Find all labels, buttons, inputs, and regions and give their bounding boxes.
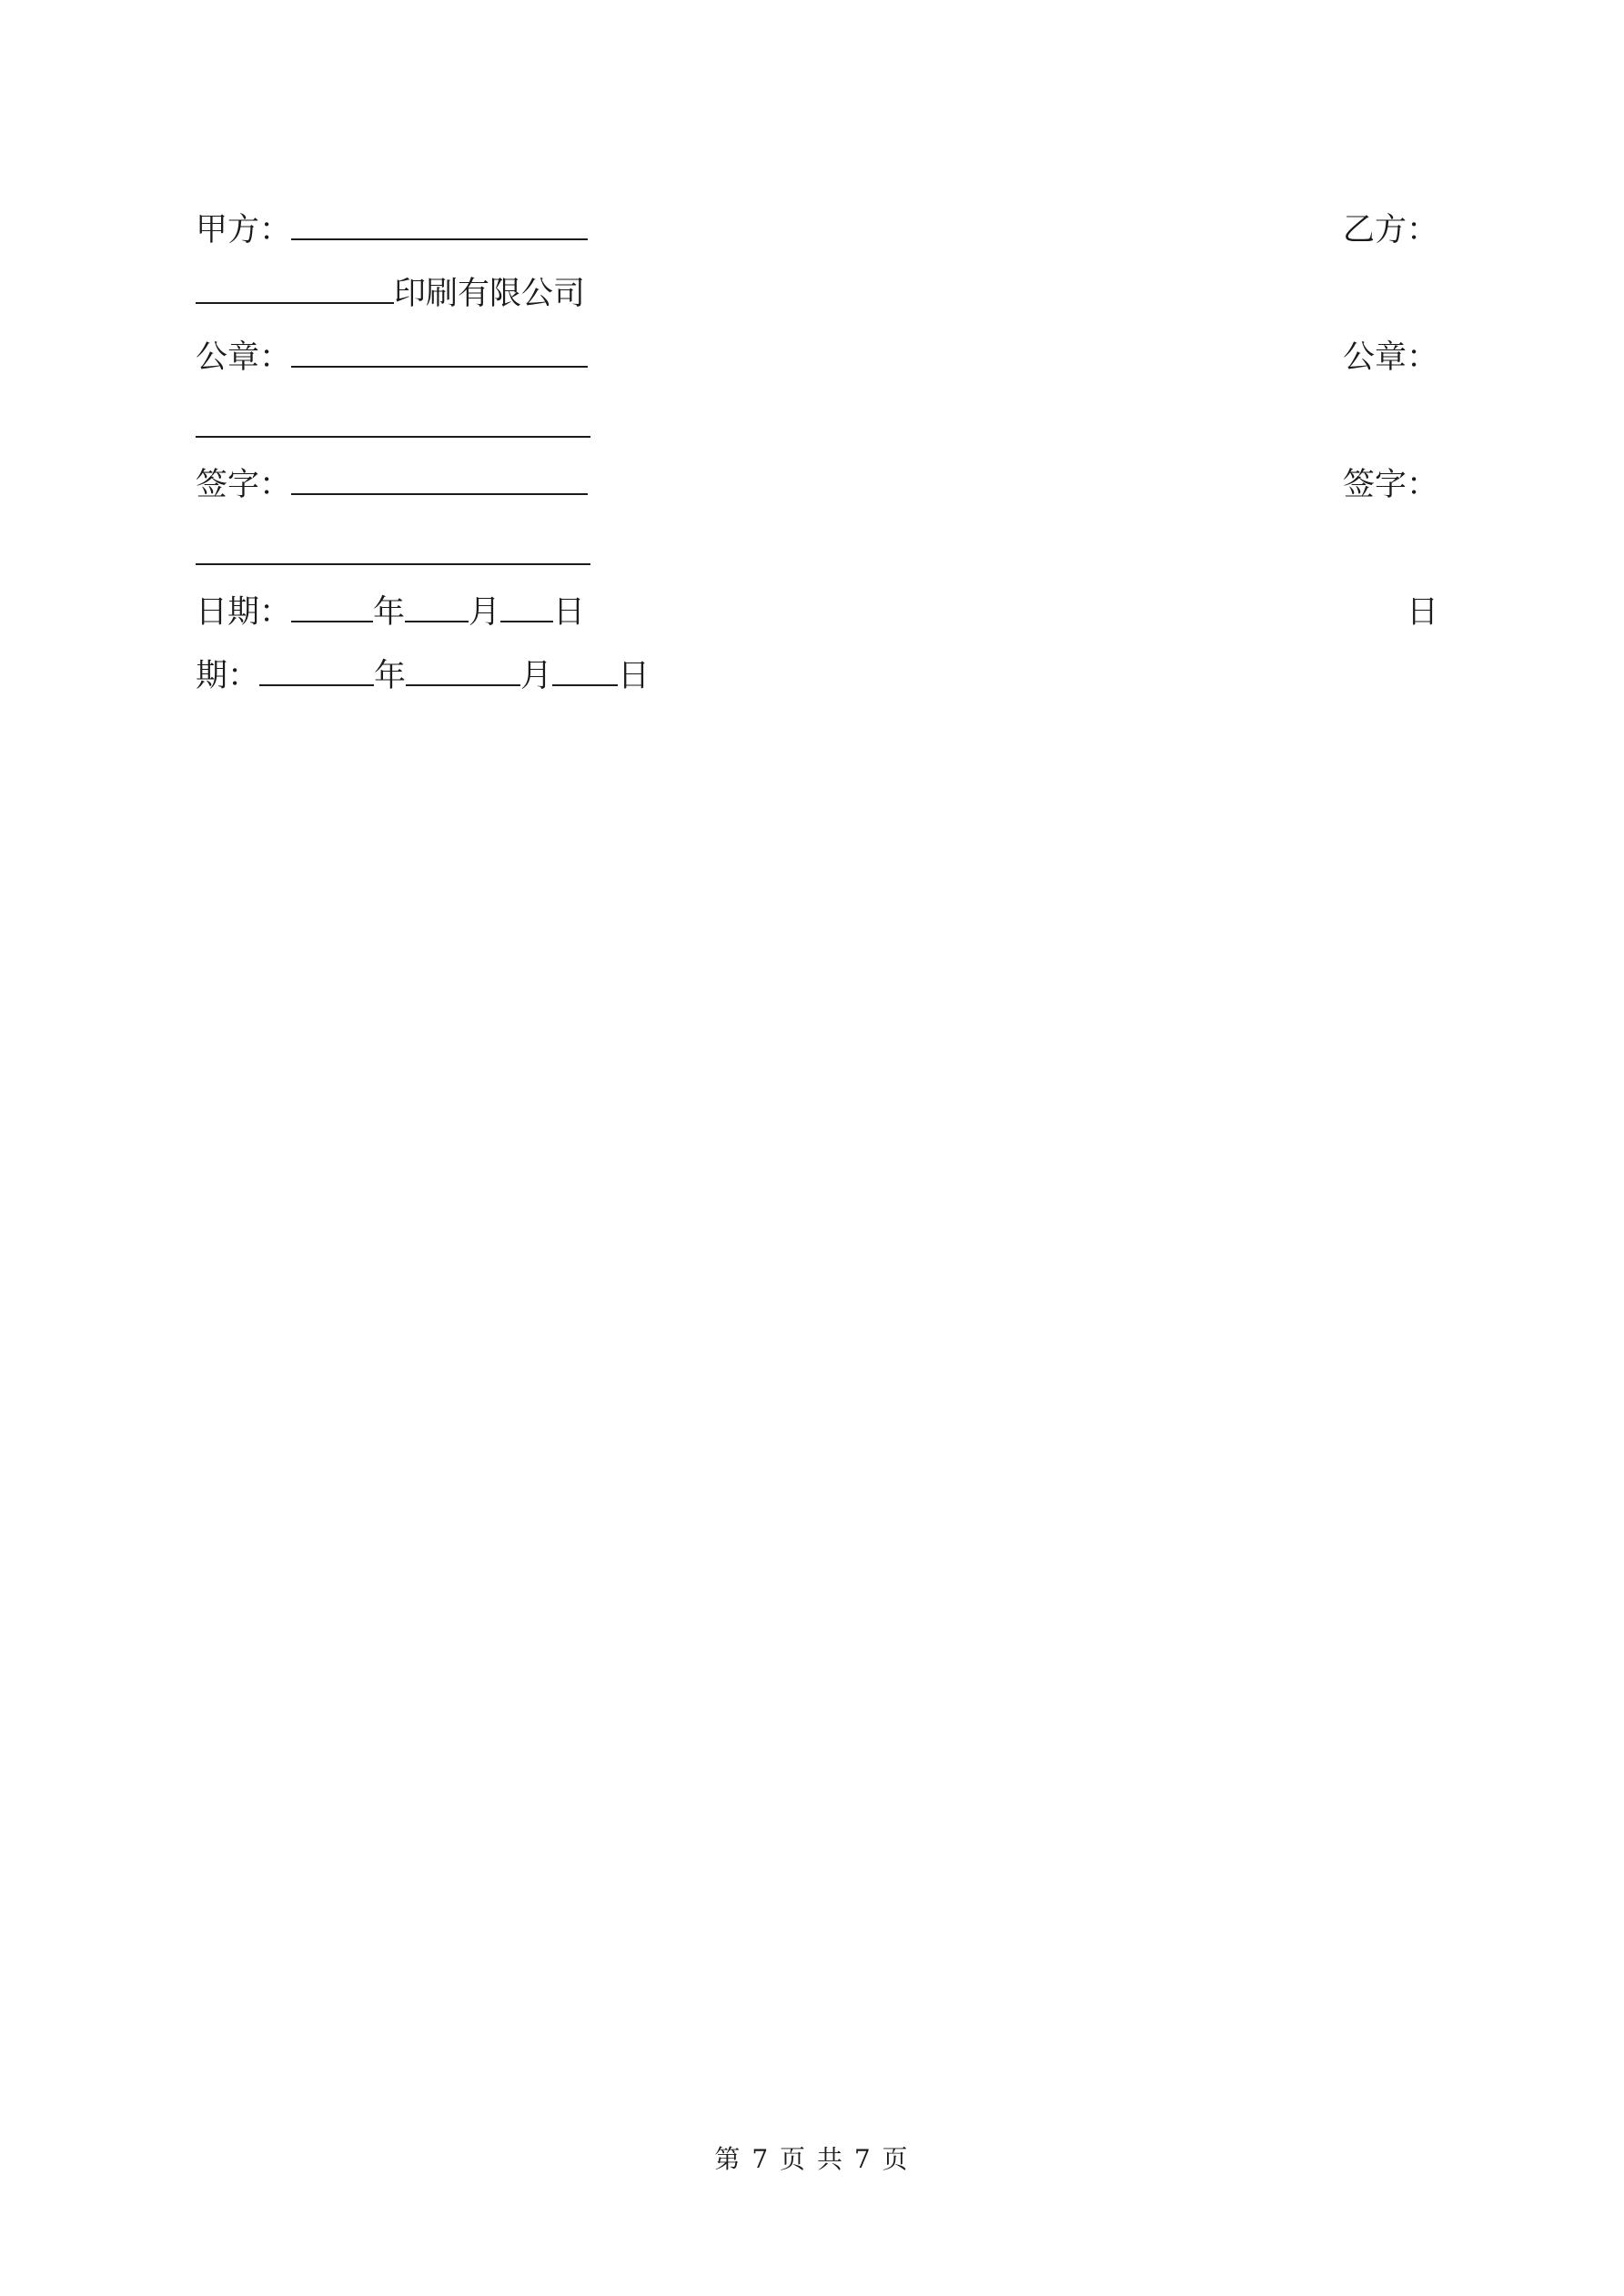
date-a	[196, 590, 585, 635]
party-row	[196, 207, 1438, 253]
date-a-month-blank[interactable]	[405, 590, 469, 622]
sign-a-blank[interactable]	[291, 462, 588, 495]
sign-b-blank[interactable]	[196, 532, 590, 565]
party-b-company	[196, 271, 585, 317]
sign-b-row	[196, 532, 1438, 578]
seal-b	[1343, 335, 1438, 380]
seal-b-label: 公章：	[1342, 339, 1438, 376]
date-b-label: 期：	[196, 658, 260, 694]
date-b-day-label: 日	[618, 658, 651, 694]
seal-b-blank[interactable]	[196, 405, 590, 438]
date-a-year-label: 年	[373, 594, 406, 631]
company-suffix: 印刷有限公司	[394, 276, 586, 312]
sign-row	[196, 462, 1438, 508]
date-b-month-blank[interactable]	[406, 653, 520, 686]
date-row	[196, 590, 1438, 635]
seal-b-row	[196, 405, 1438, 450]
date-a-month-label: 月	[469, 594, 501, 631]
party-a-label: 甲方：	[196, 212, 292, 248]
date-b	[196, 653, 650, 699]
party-b	[1343, 207, 1438, 253]
party-b-company-blank[interactable]	[196, 271, 394, 304]
party-a	[196, 207, 588, 253]
seal-a-blank[interactable]	[291, 335, 588, 368]
date-a-year-blank[interactable]	[291, 590, 373, 622]
seal-a-label: 公章：	[196, 339, 292, 376]
seal-row	[196, 335, 1438, 380]
sign-a-label: 签字：	[196, 467, 292, 503]
page-number-footer: 第 7 页 共 7 页	[714, 2144, 910, 2174]
seal-a	[196, 335, 588, 380]
date-b-day-blank[interactable]	[552, 653, 618, 686]
date-b-month-label: 月	[520, 658, 553, 694]
sign-b-label: 签字：	[1342, 467, 1438, 503]
date-a-day-blank[interactable]	[500, 590, 553, 622]
date-b-year-label: 年	[374, 658, 407, 694]
date-a-label: 日期：	[196, 594, 292, 631]
date-b-start	[1407, 590, 1438, 635]
date-b-first-char: 日	[1406, 594, 1438, 631]
date-b-row	[196, 653, 1438, 699]
company-row	[196, 271, 1438, 317]
date-a-day-label: 日	[553, 594, 586, 631]
date-b-year-blank[interactable]	[259, 653, 374, 686]
sign-a	[196, 462, 588, 508]
party-b-label: 乙方：	[1342, 212, 1438, 248]
sign-b	[1343, 462, 1438, 508]
party-a-blank[interactable]	[291, 207, 588, 240]
